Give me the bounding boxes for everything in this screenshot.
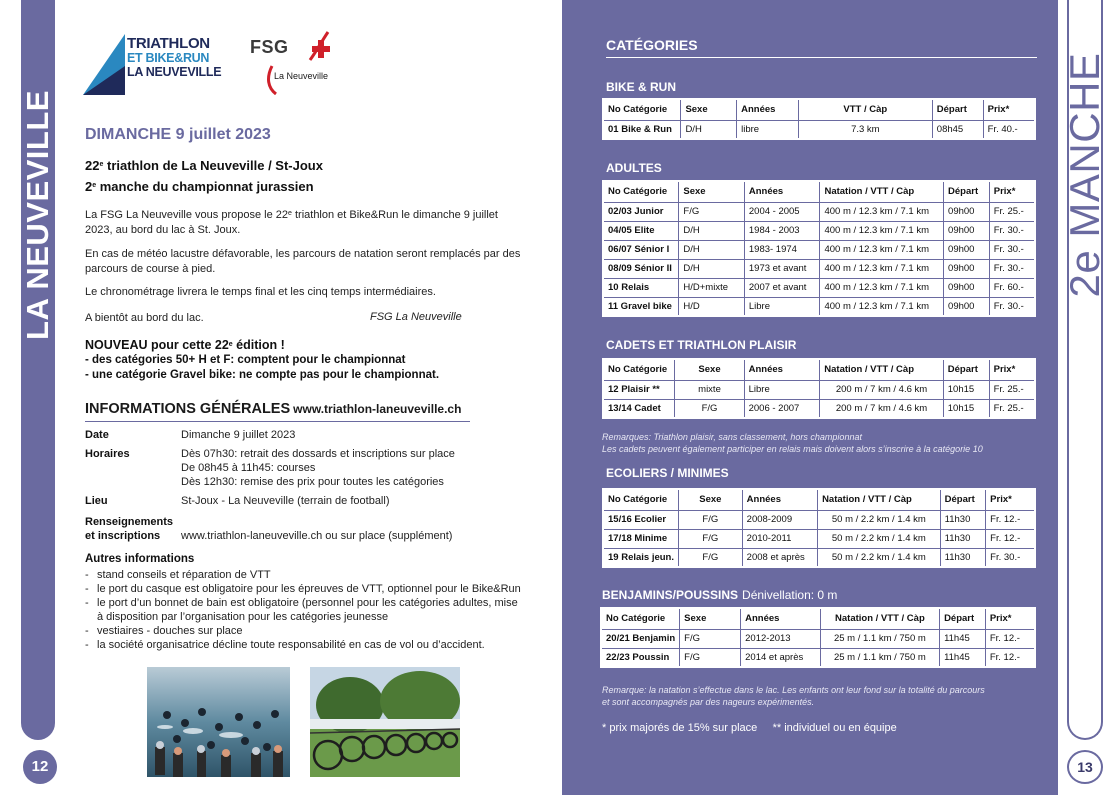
- cell: Fr. 30.-: [989, 297, 1035, 316]
- col-header: Prix*: [986, 489, 1035, 510]
- vertical-title: LA NEUVEVILLE: [20, 90, 55, 340]
- col-header: Années: [744, 359, 820, 380]
- col-header: Sexe: [680, 608, 741, 629]
- table-row: [603, 548, 1035, 567]
- cell: 1973 et avant: [744, 259, 820, 278]
- col-header: Sexe: [681, 99, 737, 120]
- autres-list: [85, 568, 525, 652]
- cell: 02/03 Junior: [603, 202, 679, 221]
- col-header: Natation / VTT / Càp: [820, 608, 939, 629]
- cell: 50 m / 2.2 km / 1.4 km: [818, 529, 941, 548]
- list-item: - vestiaires - douches sur place: [85, 624, 525, 638]
- col-header: Prix*: [989, 181, 1035, 202]
- table-row: [603, 529, 1035, 548]
- col-header: Natation / VTT / Càp: [818, 489, 941, 510]
- cell: 15/16 Ecolier: [603, 510, 679, 529]
- col-header: Sexe: [675, 359, 744, 380]
- cell: Fr. 12.-: [985, 629, 1035, 648]
- cell: 11h30: [940, 510, 986, 529]
- table-row: [603, 510, 1035, 529]
- cell: 2006 - 2007: [744, 399, 820, 418]
- table-row: [603, 399, 1035, 418]
- cell: 09h00: [944, 202, 990, 221]
- cell: H/D+mixte: [679, 278, 744, 297]
- cell: Fr. 25.-: [989, 380, 1035, 399]
- col-header: No Catégorie: [603, 181, 679, 202]
- intro-paragraph: La FSG La Neuveville vous propose le 22e triathlon et Bike&Run le dimanche 9 juillet 2023, au bord du lac à St. Joux.: [85, 209, 498, 236]
- cell: 50 m / 2.2 km / 1.4 km: [818, 548, 941, 567]
- info-value-lieu: St-Joux - La Neuveville (terrain de football): [181, 495, 390, 507]
- signature: FSG La Neuveville: [370, 311, 462, 323]
- swimmers-photo: [147, 667, 290, 777]
- col-header: Années: [744, 181, 820, 202]
- table-header-row: [601, 608, 1035, 629]
- nouveau-line: - une catégorie Gravel bike: ne compte pas pour le championnat.: [85, 369, 440, 381]
- cell: 08h45: [932, 120, 983, 139]
- triathlon-logo-text: TRIATHLON ET BIKE&RUN LA NEUVEVILLE: [127, 35, 222, 79]
- col-header: Années: [742, 489, 817, 510]
- categories-heading: CATÉGORIES: [606, 37, 1037, 58]
- cell: 17/18 Minime: [603, 529, 679, 548]
- cell: F/G: [679, 202, 744, 221]
- page-number: 12: [23, 750, 57, 784]
- cell: 400 m / 12.3 km / 7.1 km: [820, 297, 944, 316]
- cell: 200 m / 7 km / 4.6 km: [820, 380, 944, 399]
- denivellation-note: Dénivellation: 0 m: [742, 588, 838, 602]
- cell: F/G: [679, 529, 743, 548]
- cell: 11 Gravel bike: [603, 297, 679, 316]
- cell: F/G: [680, 629, 741, 648]
- cell: 2008-2009: [742, 510, 817, 529]
- cell: 25 m / 1.1 km / 750 m: [820, 648, 939, 667]
- cell: 2004 - 2005: [744, 202, 820, 221]
- cell: 50 m / 2.2 km / 1.4 km: [818, 510, 941, 529]
- table-row: [603, 240, 1035, 259]
- cell: 1983- 1974: [744, 240, 820, 259]
- info-label-renseignements: Renseignements et inscriptions: [85, 516, 174, 542]
- cell: D/H: [679, 240, 744, 259]
- cadets-remark: Remarques: Triathlon plaisir, sans classement, hors championnat Les cadets peuvent également participer en relais mais doivent alors s’inscrire à la catégorie 10: [602, 432, 983, 454]
- cell: 11h45: [940, 629, 986, 648]
- cell: 09h00: [944, 297, 990, 316]
- nouveau-block: NOUVEAU pour cette 22e édition ! - des catégories 50+ H et F: comptent pour le championnat - une catégorie Gravel bike: ne compte pas pour le championnat.: [85, 338, 440, 381]
- col-header: Départ: [943, 359, 989, 380]
- col-header: Départ: [940, 608, 986, 629]
- cell: 08/09 Sénior II: [603, 259, 679, 278]
- cell: 2012-2013: [741, 629, 821, 648]
- cell: 01 Bike & Run: [603, 120, 681, 139]
- event-title: 22e triathlon de La Neuveville / St-Joux 2e manche du championnat jurassien: [85, 158, 323, 194]
- cell: 2007 et avant: [744, 278, 820, 297]
- cell: Fr. 12.-: [985, 648, 1035, 667]
- cell: Fr. 60.-: [989, 278, 1035, 297]
- table-row: [601, 629, 1035, 648]
- col-header: Prix*: [989, 359, 1035, 380]
- timing-paragraph: Le chronométrage livrera le temps final et les cinq temps intermédiaires.: [85, 286, 436, 298]
- info-value-date: Dimanche 9 juillet 2023: [181, 429, 296, 441]
- cell: D/H: [681, 120, 737, 139]
- table-row: [603, 120, 1035, 139]
- list-item: - stand conseils et réparation de VTT: [85, 568, 525, 582]
- cell: 06/07 Sénior I: [603, 240, 679, 259]
- page-number: 13: [1067, 750, 1103, 784]
- table-bike-run: [602, 98, 1036, 140]
- col-header: Sexe: [679, 489, 743, 510]
- col-header: VTT / Càp: [798, 99, 932, 120]
- table-row: [603, 202, 1035, 221]
- cell: 400 m / 12.3 km / 7.1 km: [820, 278, 944, 297]
- col-header: No Catégorie: [603, 359, 675, 380]
- vertical-title: 2e MANCHE: [1061, 52, 1108, 298]
- section-title-bike-run: BIKE & RUN: [606, 80, 677, 94]
- cell: 09h00: [944, 278, 990, 297]
- cell: 400 m / 12.3 km / 7.1 km: [820, 221, 944, 240]
- price-footnote: * prix majorés de 15% sur place ** individuel ou en équipe: [602, 722, 897, 734]
- table-header-row: [603, 181, 1035, 202]
- col-header: Départ: [932, 99, 983, 120]
- cell: 400 m / 12.3 km / 7.1 km: [820, 202, 944, 221]
- info-value-renseignements: www.triathlon-laneuveville.ch ou sur place (supplément): [181, 530, 453, 542]
- cell: H/D: [679, 297, 744, 316]
- section-title-adultes: ADULTES: [606, 161, 662, 175]
- cell: 09h00: [944, 259, 990, 278]
- cell: Fr. 25.-: [989, 399, 1035, 418]
- cell: Fr. 30.-: [989, 259, 1035, 278]
- section-title-benjamins: BENJAMINS/POUSSINS Dénivellation: 0 m: [602, 588, 838, 602]
- cell: mixte: [675, 380, 744, 399]
- cell: Libre: [744, 297, 820, 316]
- date-title: DIMANCHE 9 juillet 2023: [85, 126, 271, 143]
- col-header: No Catégorie: [601, 608, 680, 629]
- table-header-row: [603, 489, 1035, 510]
- nouveau-line: - des catégories 50+ H et F: comptent pour le championnat: [85, 354, 406, 366]
- info-label-date: Date: [85, 429, 109, 441]
- list-item: - la société organisatrice décline toute responsabilité en cas de vol ou d’accident.: [85, 638, 525, 652]
- farewell-text: A bientôt au bord du lac.: [85, 312, 204, 324]
- table-cadets: [602, 358, 1036, 419]
- cell: Fr. 30.-: [986, 548, 1035, 567]
- col-header: Prix*: [985, 608, 1035, 629]
- cell: F/G: [675, 399, 744, 418]
- cell: 11h45: [940, 648, 986, 667]
- cell: 10h15: [943, 399, 989, 418]
- cell: 2014 et après: [741, 648, 821, 667]
- cell: libre: [737, 120, 799, 139]
- cell: 400 m / 12.3 km / 7.1 km: [820, 240, 944, 259]
- cell: Fr. 30.-: [989, 221, 1035, 240]
- cell: 10 Relais: [603, 278, 679, 297]
- cell: 2008 et après: [742, 548, 817, 567]
- cell: Libre: [744, 380, 820, 399]
- infos-url[interactable]: www.triathlon-laneuveville.ch: [293, 402, 462, 416]
- fsg-logo-subtext: La Neuveville: [274, 71, 329, 81]
- right-page: [562, 0, 1114, 795]
- col-header: Départ: [940, 489, 986, 510]
- cell: Fr. 40.-: [983, 120, 1035, 139]
- bikes-photo: [310, 667, 460, 777]
- table-row: [603, 278, 1035, 297]
- table-row: [603, 221, 1035, 240]
- cell: 2010-2011: [742, 529, 817, 548]
- cell: 400 m / 12.3 km / 7.1 km: [820, 259, 944, 278]
- cell: F/G: [679, 548, 743, 567]
- table-row: [601, 648, 1035, 667]
- info-label-horaires: Horaires: [85, 448, 130, 460]
- table-adultes: [602, 180, 1036, 317]
- col-header: Natation / VTT / Càp: [820, 181, 944, 202]
- benjamins-remark: Remarque: la natation s’effectue dans le lac. Les enfants ont leur fond sur la totalité du parcours et sont accompagnés par des nageurs expérimentés.: [602, 685, 985, 707]
- cell: 09h00: [944, 240, 990, 259]
- table-row: [603, 380, 1035, 399]
- cell: 22/23 Poussin: [601, 648, 680, 667]
- cell: 13/14 Cadet: [603, 399, 675, 418]
- cell: D/H: [679, 259, 744, 278]
- col-header: No Catégorie: [603, 99, 681, 120]
- cell: 19 Relais jeun.: [603, 548, 679, 567]
- table-header-row: [603, 99, 1035, 120]
- cell: 04/05 Elite: [603, 221, 679, 240]
- cell: 09h00: [944, 221, 990, 240]
- section-title-cadets: CADETS ET TRIATHLON PLAISIR: [606, 338, 797, 352]
- cell: 20/21 Benjamin: [601, 629, 680, 648]
- col-header: Départ: [944, 181, 990, 202]
- list-item: - le port du casque est obligatoire pour les épreuves de VTT, optionnel pour le Bike&Run: [85, 582, 525, 596]
- cell: 11h30: [940, 529, 986, 548]
- info-value-horaires: Dès 07h30: retrait des dossards et inscriptions sur place De 08h45 à 11h45: courses Dès 12h30: remise des prix pour toutes les catégories: [181, 448, 455, 488]
- cell: D/H: [679, 221, 744, 240]
- cell: F/G: [679, 510, 743, 529]
- table-benjamins: [600, 607, 1036, 668]
- cell: Fr. 12.-: [986, 510, 1035, 529]
- infos-heading: INFORMATIONS GÉNÉRALES www.triathlon-laneuveville.ch: [85, 400, 470, 422]
- cell: Fr. 25.-: [989, 202, 1035, 221]
- cell: 1984 - 2003: [744, 221, 820, 240]
- col-header: No Catégorie: [603, 489, 679, 510]
- section-title-ecoliers: ECOLIERS / MINIMES: [606, 466, 729, 480]
- cell: Fr. 12.-: [986, 529, 1035, 548]
- autres-title: Autres informations: [85, 553, 195, 565]
- fsg-logo-text: FSG: [250, 37, 289, 57]
- cell: 25 m / 1.1 km / 750 m: [820, 629, 939, 648]
- weather-paragraph: En cas de météo lacustre défavorable, les parcours de natation seront remplacés par des parcours de course à pied.: [85, 248, 521, 275]
- cell: 200 m / 7 km / 4.6 km: [820, 399, 944, 418]
- col-header: Sexe: [679, 181, 744, 202]
- cell: F/G: [680, 648, 741, 667]
- col-header: Années: [741, 608, 821, 629]
- cell: 7.3 km: [798, 120, 932, 139]
- cell: 12 Plaisir **: [603, 380, 675, 399]
- table-row: [603, 297, 1035, 316]
- cell: Fr. 30.-: [989, 240, 1035, 259]
- table-ecoliers: [602, 488, 1036, 568]
- list-item: - le port d’un bonnet de bain est obligatoire (personnel pour les catégories adultes, mise à disposition par l’organisation pour les catégories jeunesse: [85, 596, 525, 624]
- cell: 10h15: [943, 380, 989, 399]
- table-row: [603, 259, 1035, 278]
- cell: 11h30: [940, 548, 986, 567]
- col-header: Prix*: [983, 99, 1035, 120]
- col-header: Natation / VTT / Càp: [820, 359, 944, 380]
- col-header: Années: [737, 99, 799, 120]
- table-header-row: [603, 359, 1035, 380]
- info-label-lieu: Lieu: [85, 495, 108, 507]
